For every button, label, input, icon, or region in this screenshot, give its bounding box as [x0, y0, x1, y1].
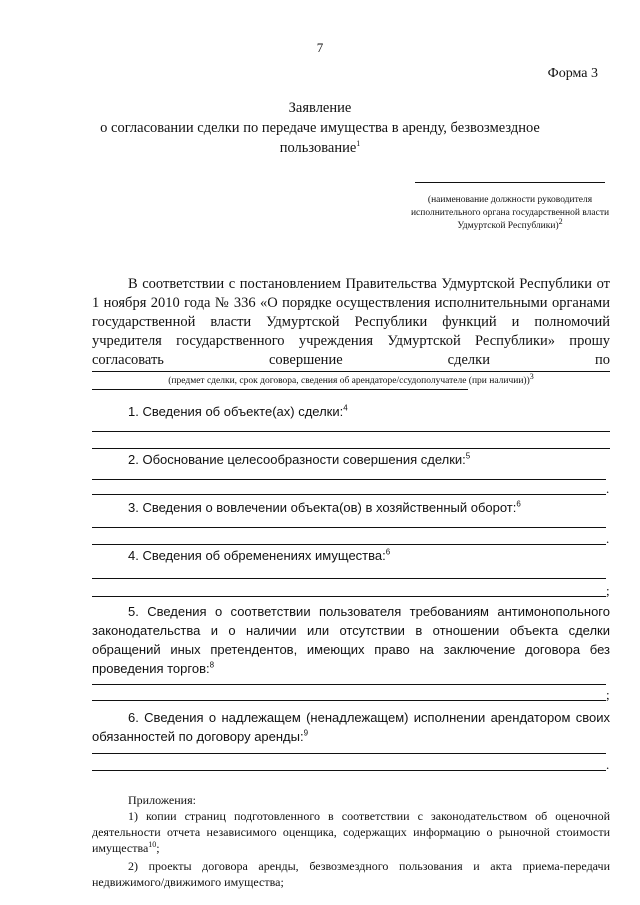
section-5-text: 5. Сведения о соответствии пользователя требованиям антимонопольного законодательства и о наличии или отсутствии в отношении объекта сделки обращений иных претендентов, имеющих право на заключение договора без проведения торгов: [92, 604, 610, 676]
section-2-input-line-2[interactable] [92, 494, 606, 495]
appendix-item-2 [92, 858, 610, 890]
section-5-end-mark: ; [606, 687, 610, 702]
section-4-input-line-1[interactable] [92, 578, 606, 579]
title-line-1: Заявление [288, 100, 352, 116]
form-label: Форма 3 [547, 66, 598, 81]
appendix-item-1-text: 1) копии страниц подготовленного в соответствии с законодательством об оценочной деятельности отчета независимого оценщика, содержащих информацию о рыночной стоимости имущества [92, 809, 610, 855]
section-6-end-mark: . [606, 757, 610, 772]
footnote-ref: 8 [209, 660, 215, 670]
section-1-input-line-2[interactable] [92, 448, 610, 449]
intro-text: В соответствии с постановлением Правительства Удмуртской Республики от 1 ноября 2010 года № 336 «О порядке осуществления исполнительными органами государственной власти Удмуртской Республики функций и полномочий учредителя государственного учреждения Удмуртской Республики» прошу согласовать совершение сделки по [92, 276, 610, 368]
section-2-end-mark: . [606, 481, 610, 496]
section-2-input-line-1[interactable] [92, 479, 606, 480]
section-5-heading [92, 602, 610, 678]
addressee-note-text: (наименование должности руководителя исполнительного органа государственной власти Удмуртской Республики) [410, 195, 610, 231]
appendix-heading: Приложения: [128, 793, 196, 807]
footnote-ref: 1 [356, 139, 361, 149]
page-number: 7 [316, 40, 324, 55]
addressee-line[interactable] [415, 182, 605, 183]
footnote-ref: 4 [343, 403, 348, 413]
title-line-3 [80, 138, 560, 158]
footnote-ref: 10 [148, 840, 157, 849]
section-2-heading [128, 452, 470, 467]
title-line-3-text: пользование [279, 140, 357, 156]
section-6-input-line-2[interactable] [92, 770, 606, 771]
section-5-input-line-1[interactable] [92, 684, 606, 685]
section-6-input-line-1[interactable] [92, 753, 606, 754]
title-line-2: о согласовании сделки по передаче имущества в аренду, безвозмездное [100, 120, 540, 136]
footnote-ref: 5 [465, 451, 471, 461]
section-3-input-line-2[interactable] [92, 544, 606, 545]
section-3-input-line-1[interactable] [92, 527, 606, 528]
section-6-heading [92, 708, 610, 746]
footnote-ref: 9 [303, 728, 309, 738]
section-4-text: 4. Сведения об обременениях имущества: [128, 548, 386, 563]
footnote-ref: 6 [385, 547, 391, 557]
appendix-item-2-text: 2) проекты договора аренды, безвозмездного пользования и акта приема-передачи недвижимого/движимого имущества; [92, 859, 610, 889]
section-3-heading [128, 500, 521, 515]
subject-note-text: (предмет сделки, срок договора, сведения об арендаторе/ссудополучателе (при наличии)) [168, 376, 530, 386]
section-5-input-line-2[interactable] [92, 700, 606, 701]
appendix-item-1 [92, 808, 610, 856]
footnote-ref: 3 [529, 371, 534, 381]
appendix-item-1-end: ; [156, 841, 160, 855]
addressee-note [410, 194, 610, 233]
section-4-heading [128, 548, 390, 563]
section-3-end-mark: . [606, 531, 610, 546]
section-4-end-mark: ; [606, 583, 610, 598]
subject-note [92, 371, 610, 386]
section-6-text: 6. Сведения о надлежащем (ненадлежащем) исполнении арендатором своих обязанностей по договору аренды: [92, 710, 610, 744]
section-1-text: 1. Сведения об объекте(ах) сделки: [128, 404, 344, 419]
footnote-ref: 6 [516, 499, 521, 509]
section-2-text: 2. Обоснование целесообразности совершения сделки: [128, 452, 466, 467]
section-4-input-line-2[interactable] [92, 596, 606, 597]
section-3-text: 3. Сведения о вовлечении объекта(ов) в хозяйственный оборот: [128, 500, 517, 515]
document-title [80, 98, 560, 158]
section-1-input-line-1[interactable] [92, 431, 610, 432]
footnote-ref: 2 [558, 216, 563, 226]
section-1-heading [128, 404, 348, 419]
